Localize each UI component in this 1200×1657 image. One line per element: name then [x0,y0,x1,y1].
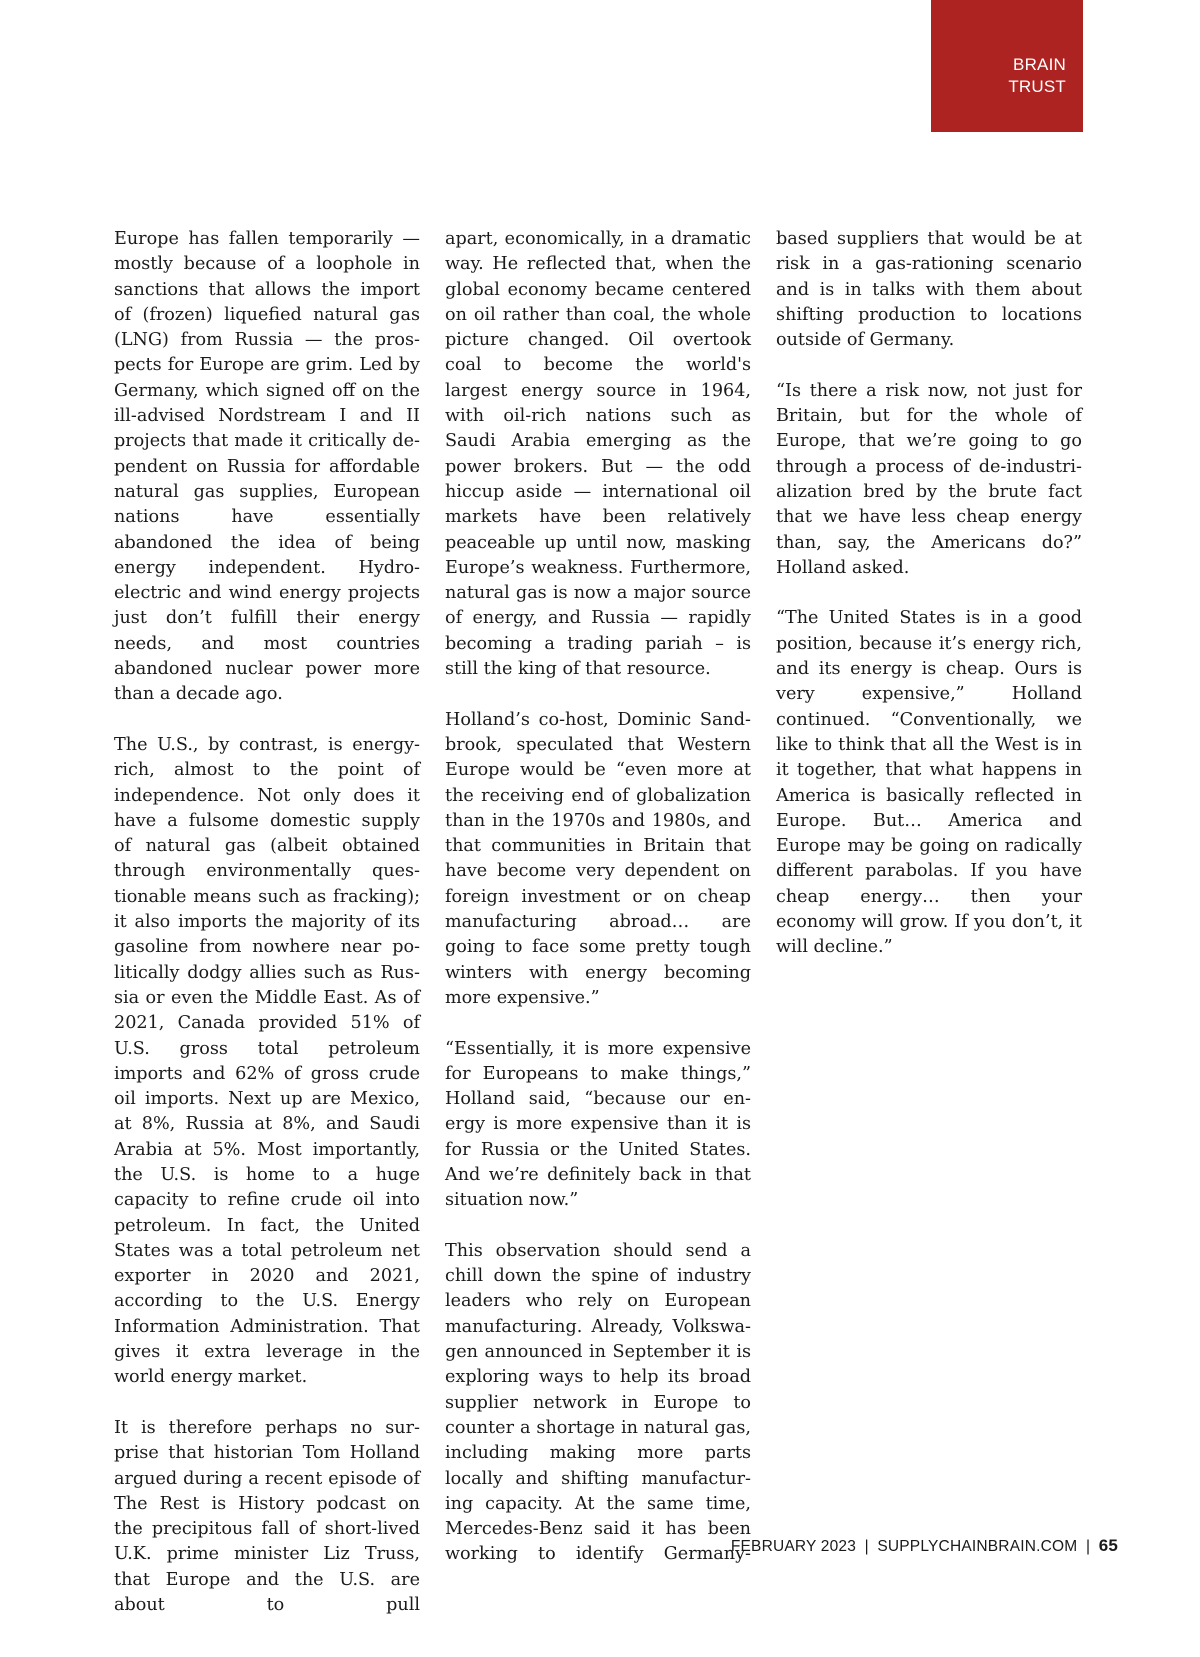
issue-date: FEBRUARY 2023 [730,1538,857,1555]
article-column-1 [114,227,420,1618]
paragraph: The U.S., by contrast, is energy-rich, almost to the point of independence. Not only does it have a fulsome domestic supply of natural gas (albeit obtained through environmentally questionable means such as fracking); it also imports the majority of its gasoline from nowhere near politically dodgy allies such as Russia or even the Middle East. As of 2021, Canada provided 51% of U.S. gross total petroleum imports and 62% of gross crude oil imports. Next up are Mexico, at 8%, Russia at 8%, and Saudi Arabia at 5%. Most importantly, the U.S. is home to a huge capacity to refine crude oil into petroleum. In fact, the United States was a total petroleum net exporter in 2020 and 2021, according to the U.S. Energy Information Administration. That gives it extra leverage in the world energy market. [114,734,420,1388]
paragraph: based suppliers that would be at risk in a gas-rationing scenario and is in talks with them about shifting production to locations outside of Germany. [776,229,1082,351]
paragraph: Holland’s co-host, Dominic Sandbrook, speculated that Western Europe would be “even more at the receiving end of globalization than in the 1970s and 1980s, and that communities in Britain that have become very dependent on foreign investment or on cheap manufacturing abroad… are going to face some pretty tough winters with energy becoming more expensive.” [445,709,751,1008]
paragraph: It is therefore perhaps no surprise that historian Tom Holland argued during a recent episode of The Rest is History podcast on the precipitous fall of short-lived U.K. prime minister Liz Truss, that Europe and the U.S. are about to pull [114,1417,420,1616]
paragraph: This observation should send a chill down the spine of industry leaders who rely on European manufacturing. Already, Volkswagen announced in September it is exploring ways to help its broad supplier network in Europe to counter a shortage in natural gas, including making more parts locally and shifting manufacturing capacity. At the same time, Mercedes-Benz said it has been working to identify Germany- [445,1240,751,1565]
footer-separator: | [1085,1538,1091,1555]
section-tab-line2: TRUST [1008,77,1066,96]
website-name: SUPPLYCHAINBRAIN.COM [877,1538,1078,1555]
section-tab [931,0,1083,132]
page-footer [731,1536,1118,1556]
article-column-3 [776,227,1082,986]
paragraph: Europe has fallen temporarily — mostly because of a loophole in sanctions that allows the import of (frozen) liquefied natural gas (LNG) from Russia — the prospects for Europe are grim. Led by Germany, which signed off on the ill-advised Nordstream I and II projects that made it critically dependent on Russia for affordable natural gas supplies, European nations have essentially abandoned the idea of being energy independent. Hydro-electric and wind energy projects just don’t fulfill their energy needs, and most countries abandoned nuclear power more than a decade ago. [114,229,420,705]
paragraph: “Essentially, it is more expensive for Europeans to make things,” Holland said, “because our energy is more expensive than it is for Russia or the United States. And we’re definitely back in that situation now.” [445,1038,751,1211]
section-tab-line1: BRAIN [1013,55,1066,74]
page-number: 65 [1098,1536,1118,1555]
paragraph: “The United States is in a good position, because it’s energy rich, and its energy is cheap. Ours is very expensive,” Holland continued. “Conventionally, we like to think that all the West is in it together, that what happens in America is basically reflected in Europe. But… America and Europe may be going on radically different parabolas. If you have cheap energy… then your economy will grow. If you don’t, it will decline.” [776,608,1082,958]
footer-separator: | [864,1538,869,1555]
paragraph: apart, economically, in a dramatic way. He reflected that, when the global economy became centered on oil rather than coal, the whole picture changed. Oil overtook coal to become the world's largest energy source in 1964, with oil-rich nations such as Saudi Arabia emerging as the power brokers. But — the odd hiccup aside — international oil markets have been relatively peaceable up until now, masking Europe’s weakness. Furthermore, natural gas is now a major source of energy, and Russia — rapidly becoming a trading pariah – is still the king of that resource. [445,229,751,680]
paragraph: “Is there a risk now, not just for Britain, but for the whole of Europe, that we’re going to go through a process of de-industrialization bred by the brute fact that we have less cheap energy than, say, the Americans do?” Holland asked. [776,380,1082,578]
article-column-2 [445,227,751,1568]
